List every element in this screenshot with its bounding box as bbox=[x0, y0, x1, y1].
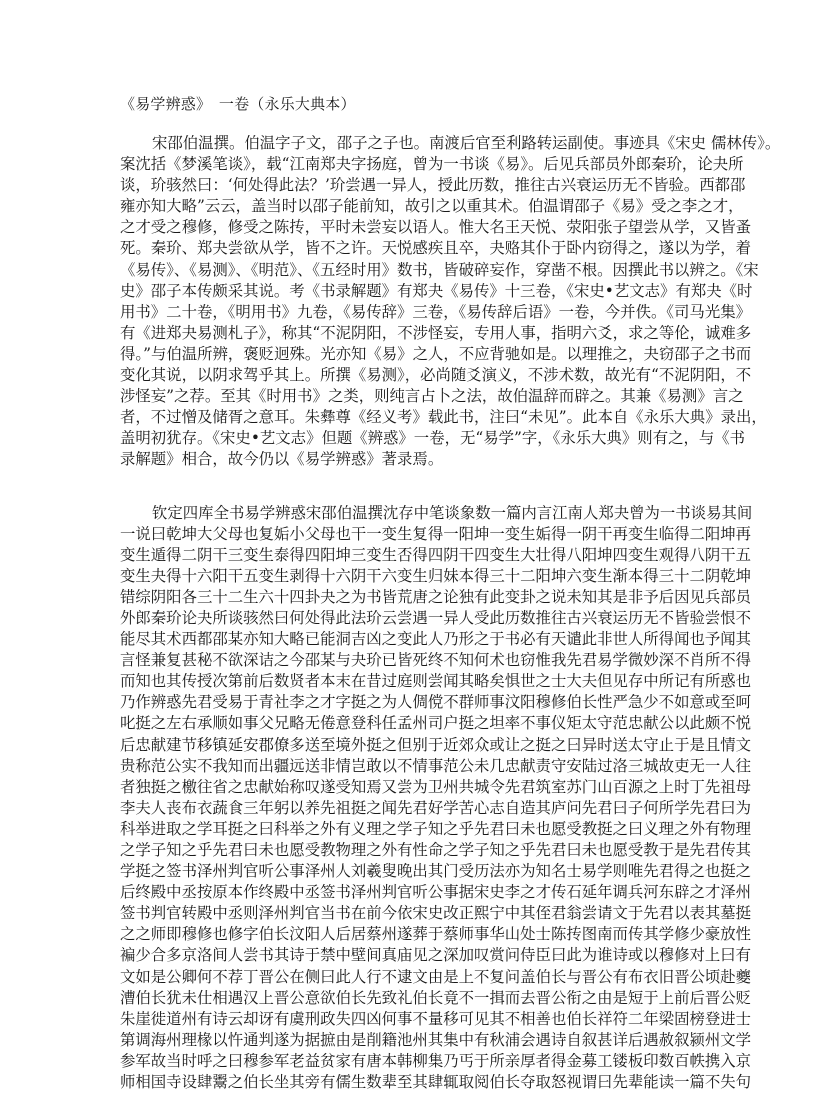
text-line: 而知也其传授次第前后数贤者本末在昔过庭则尝闻其略矣惧世之士大夫但见存中所记有所惑也 bbox=[120, 671, 698, 692]
text-line: 第调海州理椽以忤通判遂为据摭由是削籍池州其集中有秋浦会遇诗自叙甚详后遇赦叙颍州文学 bbox=[120, 1030, 698, 1051]
text-line: 之才受之穆修，修受之陈抟，平时未尝妄以语人。惟大名王天悦、荥阳张子望尝从学，又皆蚤 bbox=[120, 217, 698, 238]
text-line: 乃作辨惑先君受易于青社李之才字挺之为人倜傥不群师事汶阳穆修伯长性严急少不如意或至呵 bbox=[120, 692, 698, 713]
text-line: 贵称范公实不我知而出疆远送非情岂敢以不情事范公未几忠献责守安陆过洛三城故吏无一人往 bbox=[120, 756, 698, 777]
text-line: 文如是公卿何不荐丁晋公在侧曰此人行不逮文由是上不复问盖伯长与晋公有布衣旧晋公顷赴夔 bbox=[120, 967, 698, 988]
text-line: 参军故当时呼之曰穆参军老益贫家有唐本韩柳集乃丐于所亲厚者得金募工镂板印数百帙携入京 bbox=[120, 1051, 698, 1072]
text-line: 者，不过憎及储胥之意耳。朱彝尊《经义考》载此书，注曰“未见”。此本自《永乐大典》录出， bbox=[120, 407, 698, 428]
text-line: 变化其说，以阴求驾乎其上。所撰《易测》，必尚随爻演义，不涉术数，故光有“不泥阴阳，不 bbox=[120, 365, 698, 386]
document-title: 《易学辨惑》 一卷（永乐大典本） bbox=[120, 94, 698, 114]
text-line: 后终殿中丞按原本作终殿中丞签书泽州判官听公事据宋史李之才传石延年调兵河东辟之才泽州 bbox=[120, 882, 698, 903]
summary-paragraph bbox=[120, 133, 698, 471]
text-line: 录解题》相合，故今仍以《易学辨惑》著录焉。 bbox=[120, 449, 698, 470]
text-line: 得。”与伯温所辨，褒贬迥殊。光亦知《易》之人，不应背驰如是。以理推之，夬窃邵子之书而 bbox=[120, 344, 698, 365]
text-line: 李夫人丧布衣蔬食三年躬以养先祖挺之闻先君好学苦心志自造其庐问先君曰子何所学先君曰为 bbox=[120, 798, 698, 819]
text-line: 能尽其术西都邵某亦知大略已能洞吉凶之变此人乃形之于书必有天谴此非世人所得闻也予闻其 bbox=[120, 629, 698, 650]
text-line: 之学子知之乎先君曰未也愿受教物理之外有性命之学子知之乎先君曰未也愿受教于是先君传其 bbox=[120, 840, 698, 861]
text-line: 《易传》、《易测》、《明范》、《五经时用》数书，皆破碎妄作，穿凿不根。因撰此书以辨之。《宋 bbox=[120, 260, 698, 281]
text-line: 死。秦玠、郑夬尝欲从学，皆不之许。天悦感疾且卒，夬赂其仆于卧内窃得之，遂以为学，着 bbox=[120, 238, 698, 259]
text-line: 雍亦知大略”云云，盖当时以邵子能前知，故引之以重其术。伯温谓邵子《易》受之李之才， bbox=[120, 196, 698, 217]
text-line: 变生遁得二阴干三变生泰得四阳坤三变生否得四阴干四变生大壮得八阳坤四变生观得八阴干五 bbox=[120, 545, 698, 566]
text-line: 谈，玠骇然曰：‘何处得此法？’玠尝遇一异人，授此历数，推往古兴衰运历无不皆验。西都邵 bbox=[120, 175, 698, 196]
text-line: 错综阴阳各三十二生六十四卦夬之为书皆荒唐之论独有此变卦之说未知其是非予后因见兵部员 bbox=[120, 587, 698, 608]
text-line: 者独挺之檄往省之忠献始称叹遂受知焉又尝为卫州共城令先君筑室苏门山百源之上时丁先祖母 bbox=[120, 777, 698, 798]
text-line: 学挺之签书泽州判官听公事泽州人刘羲叟晚出其门受历法亦为知名士易学则唯先君得之也挺之 bbox=[120, 861, 698, 882]
text-line: 有《进郑夬易测札子》，称其“不泥阴阳，不涉怪妄，专用人事，指明六爻，求之等伦，诚难多 bbox=[120, 323, 698, 344]
text-line: 之之师即穆修也修字伯长汶阳人后居蔡州遂葬于蔡师事华山处士陈抟图南而传其学修少豪放性 bbox=[120, 924, 698, 945]
text-line: 后忠献建节移镇延安郡僚多送至境外挺之但别于近郊众或让之挺之曰异时送太守止于是且情文 bbox=[120, 735, 698, 756]
text-line: 签书判官转殿中丞则泽州判官当书在前今依宋史改正熙宁中其侄君翁尝请文于先君以表其墓挺 bbox=[120, 903, 698, 924]
text-line: 钦定四库全书易学辨惑宋邵伯温撰沈存中笔谈象数一篇内言江南人郑夬曾为一书谈易其间 bbox=[120, 503, 698, 524]
text-line: 宋邵伯温撰。伯温字子文，邵子之子也。南渡后官至利路转运副使。事迹具《宋史 儒林传》。 bbox=[120, 133, 698, 154]
text-line: 案沈括《梦溪笔谈》，载“江南郑夬字扬庭，曾为一书谈《易》。后见兵部员外郎秦玠，论夬所 bbox=[120, 154, 698, 175]
text-line: 用书》二十卷，《明用书》九卷，《易传辞》三卷，《易传辞后语》一卷，今并佚。《司马光集》 bbox=[120, 302, 698, 323]
document-page bbox=[120, 94, 698, 1093]
text-line: 变生夬得十六阳干五变生剥得十六阴干六变生归妹本得三十二阳坤六变生渐本得三十二阴乾坤 bbox=[120, 566, 698, 587]
text-line: 盖明初犹存。《宋史•艺文志》但题《辨惑》一卷，无“易学”字，《永乐大典》则有之，与《书 bbox=[120, 428, 698, 449]
text-line: 漕伯长犹未仕相遇汉上晋公意欲伯长先致礼伯长竟不一揖而去晋公衔之由是短于上前后晋公贬 bbox=[120, 988, 698, 1009]
text-line: 褊少合多京洛间人尝书其诗于禁中壁间真庙见之深加叹赏问侍臣曰此为谁诗或以穆修对上曰有 bbox=[120, 945, 698, 966]
text-line: 朱崖徙道州有诗云却讶有虞刑政失四凶何事不量移可见其不相善也伯长祥符二年梁固榜登进士 bbox=[120, 1009, 698, 1030]
text-line: 外郎秦玠论夬所谈骇然曰何处得此法玠云尝遇一异人受此历数推往古兴衰运历无不皆验尝恨不 bbox=[120, 608, 698, 629]
text-line: 言怪兼复甚秘不欲深诘之今邵某与夬玠已皆死终不知何术也窃惟我先君易学微妙深不肖所不得 bbox=[120, 650, 698, 671]
source-text-paragraph bbox=[120, 503, 698, 1093]
text-line: 师相国寺设肆鬻之伯长坐其旁有儒生数辈至其肆辄取阅伯长夺取怒视谓曰先辈能读一篇不失句 bbox=[120, 1072, 698, 1093]
text-line: 科举进取之学耳挺之曰科举之外有义理之学子知之乎先君曰未也愿受教挺之曰义理之外有物理 bbox=[120, 819, 698, 840]
text-line: 涉怪妄”之荐。至其《时用书》之类，则纯言占卜之法，故伯温辞而辟之。其兼《易测》言之 bbox=[120, 386, 698, 407]
text-line: 叱挺之左右承顺如事父兄略无倦意登科任孟州司户挺之坦率不事仪矩太守范忠献公以此颇不悦 bbox=[120, 713, 698, 734]
text-line: 一说曰乾坤大父母也复姤小父母也干一变生复得一阳坤一变生姤得一阴干再变生临得二阳坤再 bbox=[120, 524, 698, 545]
text-line: 史》邵子本传颇采其说。考《书录解题》有郑夬《易传》十三卷，《宋史•艺文志》有郑夬《时 bbox=[120, 281, 698, 302]
